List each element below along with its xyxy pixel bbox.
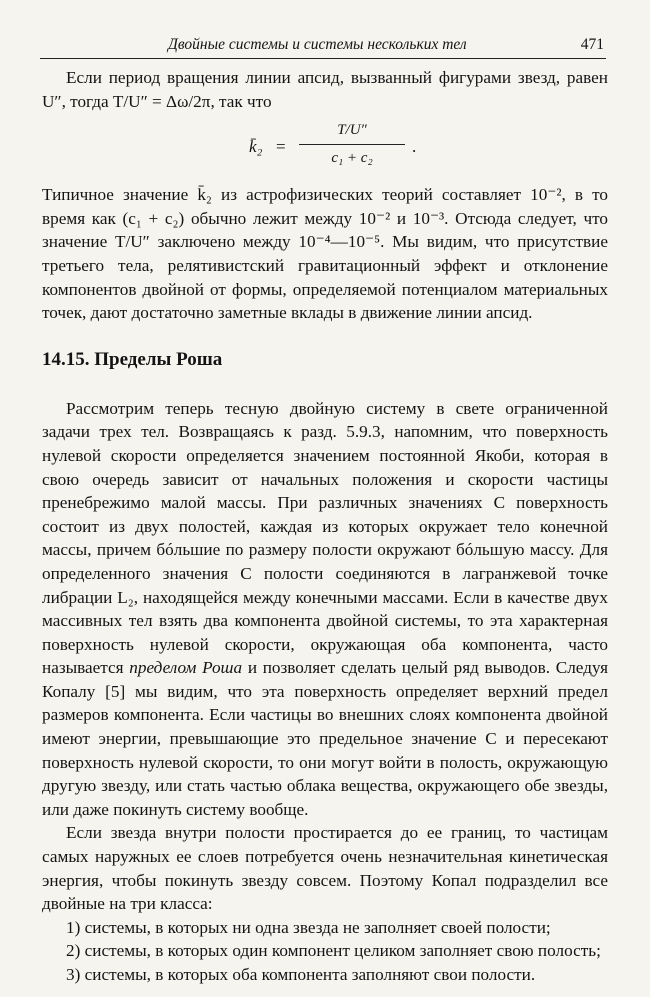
section-title: 14.15. Пределы Роша	[42, 348, 223, 370]
formula-k2	[42, 113, 608, 183]
header-rule	[40, 58, 606, 59]
paragraph-roche-part1: Рассмотрим теперь тесную двойную систему в свете ограниченной задачи трех тел. Возвращаясь к разд. 5.9.3, напомним, что поверхность нулевой скорости определяется значением постоянной Якоби, которая в свою очередь зависит от начальных положения и скорости частицы пренебрежимо малой массы. При различных значениях C поверхность состоит из двух полостей, каждая из которых окружает тело конечной массы, причем бóльшие по размеру полости окружают бóльшую массу. Для определенного значения C полости соединяются в лагранжевой точке либрации L₂, находящейся между конечными массами. Если в качестве двух массивных тел взять два компонента двойной системы, то эта характерная поверхность нулевой скорости, окружающая оба компонента, часто называется	[42, 398, 608, 678]
intro-paragraph: Если период вращения линии апсид, вызванный фигурами звезд, равен U″, тогда T/U″ = Δω/2π, так что	[42, 68, 608, 111]
page-number: 471	[580, 36, 604, 53]
roche-limit-term: пределом Роша	[129, 658, 243, 678]
list-item: 2) системы, в которых один компонент целиком заполняет свою полость;	[66, 941, 601, 961]
running-title: Двойные системы и системы нескольких тел	[168, 36, 467, 53]
formula-period: .	[412, 137, 417, 157]
formula-denominator: c₁ + c₂	[331, 150, 373, 167]
paragraph-roche-part2: и позволяет сделать целый ряд выводов. Следуя Копалу [5] мы видим, что эта поверхность определяет верхний предел размеров компонента. Если частицы во внешних слоях компонента двойной имеют энергии, превышающие это предельное значение C и пересекают поверхность нулевой скорости, то они могут войти в полость, окружающую другую звезду, или стать частью облака вещества, окружающего обе звезды, или даже покинуть систему вообще.	[42, 658, 609, 819]
formula-numerator: T/U″	[337, 122, 367, 139]
paragraph-roche	[42, 397, 608, 822]
formula-equals: =	[276, 137, 286, 157]
list-item: 1) системы, в которых ни одна звезда не заполняет своей полости;	[66, 917, 551, 937]
formula-lhs: k̄₂	[249, 137, 263, 157]
paragraph-k2-value: Типичное значение k̄₂ из астрофизических теорий составляет 10⁻², в то время как (c₁ + c₂) обычно лежит между 10⁻² и 10⁻³. Отсюда следует, что значение T/U″ заключено между 10⁻⁴—10⁻⁵. Мы видим, что присутствие третьего тела, релятивистский гравитационный эффект и отклонение компонентов двойной от формы, определяемой потенциалом материальных точек, дают достаточно заметные вклады в движение линии апсид.	[42, 185, 608, 323]
running-header	[40, 33, 606, 59]
list-item: 3) системы, в которых оба компонента заполняют свои полости.	[66, 965, 536, 984]
page-body	[42, 66, 608, 987]
paragraph-kopal-classes: Если звезда внутри полости простирается до ее границ, то частицам самых наружных ее слоев потребуется очень незначительная кинетическая энергия, чтобы покинуть звезду совсем. Поэтому Копал подразделил все двойные на три класса:	[42, 823, 608, 914]
fraction-bar	[299, 144, 405, 145]
